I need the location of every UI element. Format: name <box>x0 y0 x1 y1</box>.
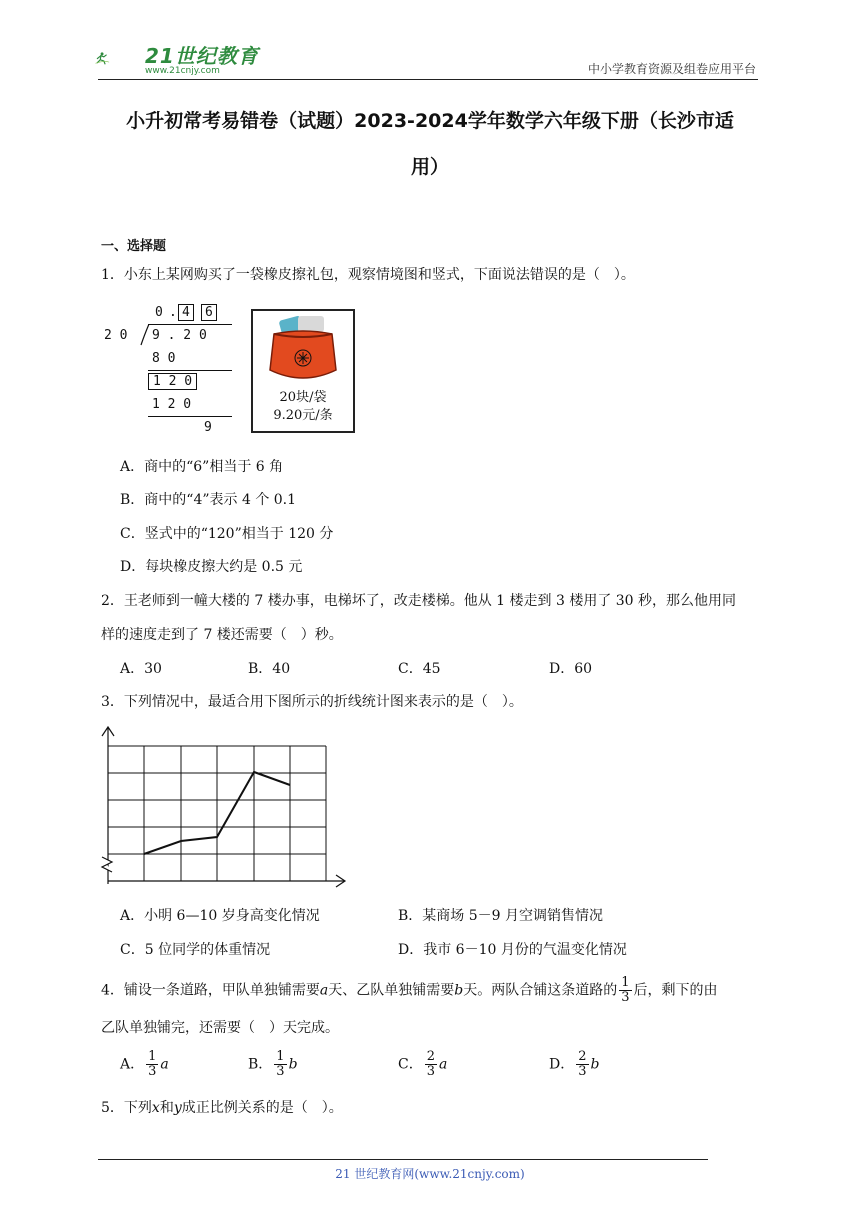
fraction-denominator: 3 <box>276 1064 285 1079</box>
divisor: 2 0 <box>104 328 128 343</box>
fraction <box>619 976 631 1005</box>
option-a[interactable]: A．商中的“6”相当于 6 角 <box>120 459 284 475</box>
question-1-stem: 1．小东上某网购买了一袋橡皮擦礼包，观察情境图和竖式，下面说法错误的是（ ）。 <box>101 267 635 283</box>
option-b[interactable]: B．商中的“4”表示 4 个 0.1 <box>120 492 297 508</box>
option-label: A． <box>120 1056 145 1073</box>
page-title-line2: 用） <box>410 156 449 178</box>
fraction-numerator: 1 <box>148 1049 157 1064</box>
fraction-numerator: 2 <box>426 1049 435 1064</box>
fraction-denominator: 3 <box>148 1064 157 1079</box>
division-bar <box>148 324 232 325</box>
question-5-stem <box>101 1099 343 1117</box>
question-5-text: 5．下列 <box>101 1100 152 1116</box>
quotient-digit: 0 <box>155 305 163 320</box>
logo-url: www.21cnjy.com <box>145 66 220 76</box>
option-d[interactable]: D．60 <box>549 661 593 677</box>
quotient-digit-boxed: 6 <box>201 304 217 321</box>
bag-price-label: 9.20元/条 <box>273 408 333 423</box>
variable: b <box>590 1056 600 1073</box>
question-4-text: 天、乙队单独铺需要 <box>328 982 455 999</box>
option-b[interactable]: B．40 <box>248 661 291 677</box>
quotient-point: . <box>169 305 177 320</box>
question-2-stem-line1: 2．王老师到一幢大楼的 7 楼办事，电梯坏了，改走楼梯。他从 1 楼走到 3 楼用了 30 秒，那么他用同 <box>101 593 737 609</box>
long-division <box>100 303 240 438</box>
line-chart-grid <box>96 724 352 890</box>
division-bracket-icon <box>140 324 150 346</box>
fraction-numerator: 2 <box>578 1049 587 1064</box>
option-label: D． <box>549 1056 575 1073</box>
variable-y: y <box>173 1100 182 1116</box>
option-c[interactable]: C．5 位同学的体重情况 <box>120 942 271 958</box>
bag-quantity-label: 20块/袋 <box>279 390 327 405</box>
question-4-text: 天。两队合铺这条道路的 <box>463 982 618 999</box>
logo-runner-icon <box>95 36 145 80</box>
section-heading: 一、选择题 <box>101 239 167 254</box>
step-line <box>148 416 232 417</box>
variable: a <box>160 1056 169 1073</box>
option-c[interactable] <box>398 1050 447 1079</box>
option-label: B． <box>248 1056 273 1073</box>
option-d[interactable] <box>549 1050 599 1079</box>
logo-text: 21世纪教育 <box>145 44 259 68</box>
fraction-denominator: 3 <box>578 1064 587 1079</box>
fraction-numerator: 1 <box>276 1049 285 1064</box>
fraction <box>274 1050 286 1079</box>
gift-bag-icon <box>266 314 340 384</box>
remainder: 9 <box>204 420 212 435</box>
question-2-stem-line2: 样的速度走到了 7 楼还需要（ ）秒。 <box>101 627 343 643</box>
step-product-1: 8 0 <box>152 351 176 366</box>
variable-a: a <box>319 982 329 999</box>
option-d[interactable]: D．每块橡皮擦大约是 0.5 元 <box>120 559 303 575</box>
question-3-stem: 3．下列情况中，最适合用下图所示的折线统计图来表示的是（ ）。 <box>101 694 523 710</box>
option-a[interactable]: A．小明 6—10 岁身高变化情况 <box>120 908 320 924</box>
fraction <box>425 1050 437 1079</box>
option-c[interactable]: C．竖式中的“120”相当于 120 分 <box>120 526 334 542</box>
question-4-text: 后，剩下的由 <box>633 982 718 999</box>
step-line <box>148 370 232 371</box>
fraction-numerator: 1 <box>621 975 630 990</box>
variable: b <box>288 1056 298 1073</box>
option-a[interactable]: A．30 <box>120 661 162 677</box>
variable-b: b <box>454 982 464 999</box>
option-d[interactable]: D．我市 6－10 月份的气温变化情况 <box>398 942 627 958</box>
page-title-line1: 小升初常考易错卷（试题）2023-2024学年数学六年级下册（长沙市适 <box>126 110 734 132</box>
fraction <box>576 1050 588 1079</box>
quotient-digit-boxed: 4 <box>178 304 194 321</box>
question-4-stem-line1 <box>101 976 718 1005</box>
option-b[interactable] <box>248 1050 298 1079</box>
fraction <box>146 1050 158 1079</box>
dividend: 9 . 2 0 <box>152 328 207 343</box>
footer-divider <box>98 1159 708 1160</box>
option-c[interactable]: C．45 <box>398 661 441 677</box>
step-remainder-boxed: 1 2 0 <box>148 373 197 390</box>
variable: a <box>439 1056 448 1073</box>
fraction-denominator: 3 <box>426 1064 435 1079</box>
option-b[interactable]: B．某商场 5－9 月空调销售情况 <box>398 908 604 924</box>
question-5-text: 和 <box>159 1100 174 1116</box>
header-platform-text: 中小学教育资源及组卷应用平台 <box>587 62 756 76</box>
question-5-text: 成正比例关系的是（ ）。 <box>181 1100 343 1116</box>
option-a[interactable] <box>120 1050 169 1079</box>
footer-link[interactable]: 21 世纪教育网(www.21cnjy.com) <box>335 1167 525 1181</box>
question-4-stem-line2: 乙队单独铺完，还需要（ ）天完成。 <box>101 1020 339 1036</box>
question-4-text: 4．铺设一条道路，甲队单独铺需要 <box>101 982 320 999</box>
step-product-2: 1 2 0 <box>152 397 192 412</box>
header-divider <box>98 79 758 80</box>
fraction-denominator: 3 <box>621 990 630 1005</box>
option-label: C． <box>398 1056 423 1073</box>
variable-x: x <box>151 1100 160 1116</box>
